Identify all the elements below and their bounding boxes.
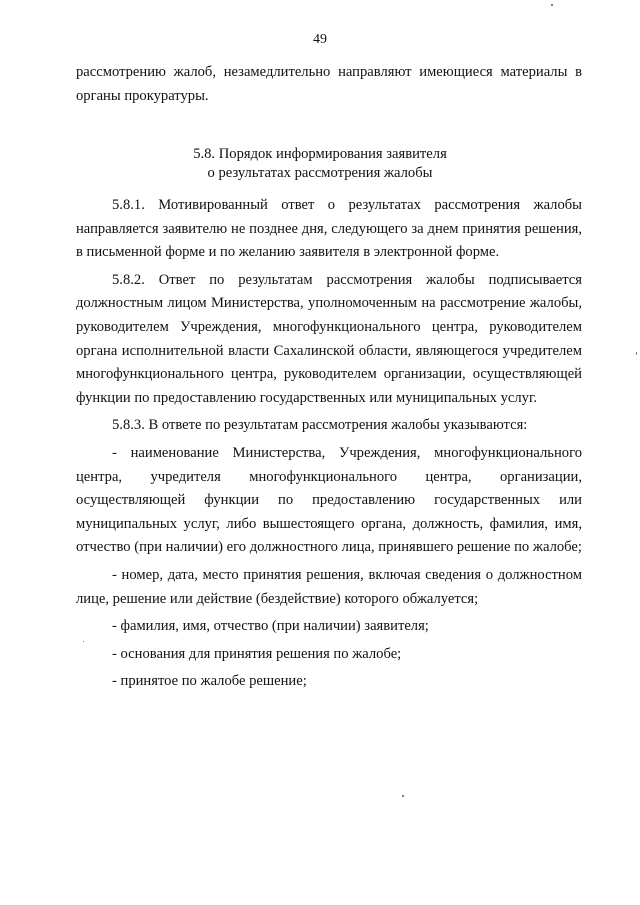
paragraph-5-8-2: 5.8.2. Ответ по результатам рассмотрения жалобы подписывается должностным лицом Министерства, уполномоченным на рассмотрение жалобы, руководителем Учреждения, многофункционального центра, руководителем органа исполнительной власти Сахалинской области, являющегося учредителем многофункционального центра, руководителем организации, осуществляющей функции по предоставлению государственных или муниципальных услуг.: [76, 271, 582, 406]
intro-line-1: рассмотрению жалоб, незамедлительно направляют имеющиеся материалы в: [76, 64, 582, 80]
paragraph-5-8-1: 5.8.1. Мотивированный ответ о результатах рассмотрения жалобы направляется заявителю не позднее дня, следующего за днем принятия решения, в письменной форме и по желанию заявителя в электронной форме.: [76, 197, 582, 261]
list-item-number-date: - номер, дата, место принятия решения, включая сведения о должностном лице, решение или действие (бездействие) которого обжалуется;: [76, 566, 582, 607]
scan-speck: [551, 4, 553, 6]
list-item-grounds: - основания для принятия решения по жалобе;: [112, 645, 402, 662]
list-item-decision: - принятое по жалобе решение;: [112, 673, 307, 690]
intro-paragraph: [76, 61, 582, 108]
paragraph-5-8-3: 5.8.3. В ответе по результатам рассмотрения жалобы указываются:: [112, 417, 528, 434]
scan-speck: [636, 352, 637, 355]
list-item-ministry: - наименование Министерства, Учреждения, многофункционального центра, учредителя многофункционального центра, организации, осуществляющей функции по предоставлению государственных или муниципальных услуг, либо вышестоящего органа, должность, фамилия, имя, отчество (при наличии) его должностного лица, принявшего решение по жалобе;: [76, 444, 582, 556]
section-title-line-2: о результатах рассмотрения жалобы: [207, 165, 433, 181]
main-text: [76, 194, 582, 694]
intro-line-2: органы прокуратуры.: [76, 87, 209, 104]
list-item-applicant-name: - фамилия, имя, отчество (при наличии) заявителя;: [112, 618, 429, 635]
page-number: 49: [313, 32, 327, 47]
section-title-line-1: 5.8. Порядок информирования заявителя: [193, 146, 447, 162]
scan-speck: [83, 641, 84, 642]
scan-speck: [402, 795, 404, 797]
